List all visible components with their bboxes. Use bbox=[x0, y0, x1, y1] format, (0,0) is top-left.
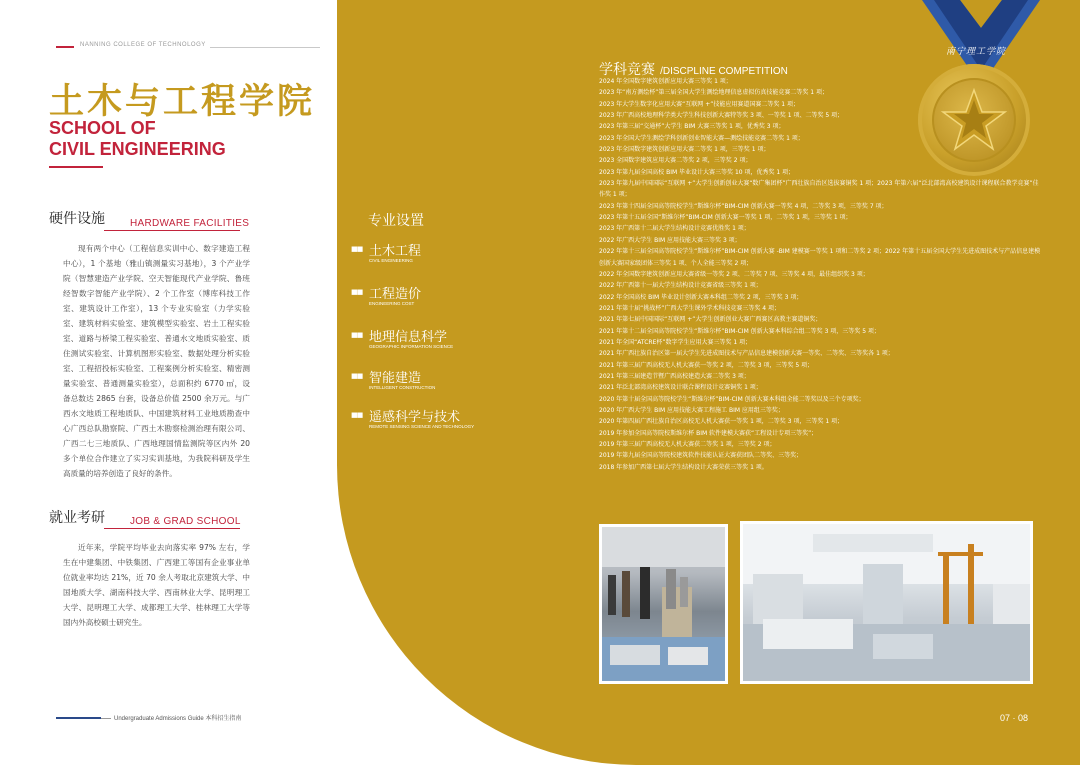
competition-item: 2023 年广西第十二届大学生结构设计竞赛优胜奖 1 项； bbox=[599, 225, 750, 233]
competition-item: 2021 年第十二届全国高等院校学生“斯维尔杯”BIM-CIM 创新大赛本科综合组二等奖 3 项，三等奖 5 项； bbox=[599, 327, 880, 335]
title-underline bbox=[49, 166, 103, 168]
footer-guide-label: Undergraduate Admissions Guide 本科招生指南 bbox=[114, 716, 242, 722]
competition-item: 2023 年第十四届全国高等院校学生“斯维尔杯”BIM-CIM 创新大赛一等奖 4 项，二等奖 3 项，三等奖 7 项； bbox=[599, 202, 888, 210]
competition-item: 2021 年第十届“挑战杯”广西大学生课外学术科技竞赛三等奖 4 项； bbox=[599, 304, 781, 312]
competition-item: 2020 年第十届全国高等院校学生“斯维尔杯”BIM-CIM 创新大赛本科组全能二等奖以及三个专项奖； bbox=[599, 395, 865, 403]
page-title-en bbox=[49, 118, 226, 160]
competition-item: 2019 年第九届全国高等院校建筑软件技能认证大赛获团队二等奖、三等奖； bbox=[599, 452, 803, 460]
competition-item: 2023 年第九届中国国际“互联网 +”大学生创新创业大赛“数广集团杯”广西壮族自治区选拔赛铜奖 1 项；2023 年第六届“泛北部湾高校建筑设计课程联合教学竞赛”佳作奖 1 项； bbox=[599, 180, 1039, 199]
competition-item: 2023 年广西高校地理科学类大学生科技创新大赛特等奖 3 项、一等奖 1 项、二等奖 5 项； bbox=[599, 112, 844, 120]
page-number: 07 · 08 bbox=[1000, 713, 1029, 723]
competition-list bbox=[599, 76, 1044, 473]
bullet-icon: ■■ bbox=[351, 288, 363, 296]
competition-item: 2021 年泛北部湾高校建筑设计联合课程设计竞赛铜奖 1 项； bbox=[599, 384, 762, 392]
competition-item: 2020 年广西大学生 BIM 应用技能大赛工程施工 BIM 应用组三等奖； bbox=[599, 406, 784, 414]
competition-item: 2023 年第十五届全国“斯维尔杯”BIM-CIM 创新大赛一等奖 1 项，二等奖 1 项，三等奖 1 项； bbox=[599, 214, 852, 222]
competition-item: 2021 年第三届建造节暨广西高校建造大赛二等奖 3 项； bbox=[599, 372, 750, 380]
competition-item: 2019 年参加全国高等院校斯维尔杯 BIM 软件建模大赛获“工程设计专项三等奖”； bbox=[599, 429, 818, 437]
competition-item: 2018 年参加广西第七届大学生结构设计大赛荣获三等奖 1 项。 bbox=[599, 463, 768, 471]
major-name-en: ENGINEERING COST bbox=[369, 301, 415, 306]
bullet-icon: ■■ bbox=[351, 372, 363, 380]
competition-item: 2019 年第三届广西高校无人机大赛获二等奖 1 项，三等奖 2 项； bbox=[599, 441, 776, 448]
career-text: 近年来，学院平均毕业去向落实率 97% 左右，学生在中建集团、中铁集团、广西建工等国有企业事业单位就业率均达 21%，近 70 余人考取北京建筑大学、中国地质大学、湖南科技大学、西南林业大学、昆明理工大学、昆明理工大学、成都理工大学、桂林理工大学等国内外高校硕士研究生。 bbox=[63, 543, 250, 627]
bullet-icon: ■■ bbox=[351, 331, 363, 339]
major-name: 遥感科学与技术 bbox=[369, 410, 461, 425]
footer-accent-line bbox=[56, 717, 101, 719]
page-title-en-line1: SCHOOL OF bbox=[49, 118, 156, 138]
hardware-heading: 硬件设施 bbox=[49, 211, 105, 227]
career-heading-en: JOB & GRAD SCHOOL bbox=[130, 516, 241, 527]
competition-item: 2021 年全国“ATCRE杯”数字学生应用大赛三等奖 1 项； bbox=[599, 338, 752, 346]
major-name: 智能建造 bbox=[369, 371, 422, 386]
competition-item: 2023 年第九届全国高校 BIM 毕业设计大赛三等奖 10 项，优秀奖 1 项； bbox=[599, 168, 795, 176]
footer-rule bbox=[101, 718, 111, 719]
header-school-name: NANNING COLLEGE OF TECHNOLOGY bbox=[80, 42, 206, 48]
lab-photo-model-display bbox=[599, 524, 728, 684]
hardware-text: 现有两个中心（工程信息实训中心、数字建造工程中心），1 个基地（雅山镇测量实习基地），3 个产业学院（智慧建造产业学院、空天智能现代产业学院、鲁班经智数字智能产业学院）、2 个工作室（博库科技工作室、建筑设计工作室），13 个专业实验室（力学实验室、建筑材料实验室、建筑模型实验室、岩土工程实验室、道路与桥梁工程实验室、普通水文地质实验室、质住测试实验室、计算机图形实验室、数据处理分析实验室、工程招投标实验室、工程案例分析实验室、精密测量实验室、普通测量实验室），总面积约 6770 ㎡，设备总数达 2865 台套，设备总价值 2500 余万元。与广西水文地质工程地质队、中国建筑材料工业地质勘查中心广西总队勘察院、广西土木勘察检测治理有限公司、广西二七三地质队、广西地理国情监测院等区内外 20 多个单位合作建立了实习实训基地，为我院科研及学生高质量的培养创造了良好的条件。 bbox=[63, 244, 250, 478]
majors-heading: 专业设置 bbox=[368, 213, 424, 229]
competition-heading-en: /DISCPLINE COMPETITION bbox=[660, 66, 788, 77]
page-title-zh: 土木与工程学院 bbox=[49, 82, 316, 122]
major-name-en: INTELLIGENT CONSTRUCTION bbox=[369, 385, 436, 390]
competition-item: 2024 年全国数字建筑创新应用大赛三等奖 1 项； bbox=[599, 78, 732, 85]
major-name-en: CIVIL ENGINEERING bbox=[369, 258, 413, 263]
major-name: 地理信息科学 bbox=[369, 330, 448, 345]
competition-item: 2022 年全国高校 BIM 毕业设计创新大赛本科组二等奖 2 项，三等奖 3 项； bbox=[599, 293, 803, 301]
competition-item: 2023 年全国大学生测绘学科创新创业智能大赛—测绘技能竞赛二等奖 1 项； bbox=[599, 134, 804, 142]
major-name-en: REMOTE SENSING SCIENCE AND TECHNOLOGY bbox=[369, 424, 475, 429]
competition-item: 2023 全国数字建筑应用大赛二等奖 2 项，三等奖 2 项； bbox=[599, 157, 752, 165]
bullet-icon: ■■ bbox=[351, 411, 363, 419]
competition-item: 2020 年第四届广西壮族自治区高校无人机大赛获一等奖 1 项，二等奖 3 项，三等奖 1 项； bbox=[599, 418, 844, 426]
competition-item: 2022 年全国数字建筑创新应用大赛省级一等奖 2 项、二等奖 7 项、三等奖 4 项，最佳组织奖 3 项； bbox=[599, 270, 869, 278]
header-accent-line bbox=[56, 46, 74, 48]
competition-item: 2021 年第七届中国国际“互联网 +”大学生创新创业大赛广西赛区高教主赛道铜奖； bbox=[599, 316, 822, 324]
hardware-heading-en: HARDWARE FACILITIES bbox=[130, 218, 250, 229]
ribbon-school-name: 南宁理工学院 bbox=[946, 47, 1007, 57]
competition-item: 2023 年“南方测绘杯”第三届全国大学生测绘地理信息虚拟仿真技能竞赛二等奖 1 项； bbox=[599, 89, 829, 97]
competition-item: 2021 年第三届广西高校无人机大赛获一等奖 2 项，二等奖 3 项，三等奖 5 项； bbox=[599, 361, 814, 369]
career-heading: 就业考研 bbox=[49, 510, 105, 526]
page-title-en-line2: CIVIL ENGINEERING bbox=[49, 139, 226, 159]
major-name: 工程造价 bbox=[369, 287, 422, 302]
competition-item: 2023 年全国数字建筑创新应用大赛二等奖 1 项，三等奖 1 项； bbox=[599, 146, 770, 154]
hardware-heading-rule bbox=[104, 230, 240, 231]
competition-heading-zh: 学科竞赛 bbox=[599, 62, 655, 78]
competition-item: 2022 年第十三届全国高等院校学生“斯维尔杯”BIM-CIM 创新大赛 -BIM 建模赛一等奖 1 项和二等奖 2 项；2022 年第十五届全国大学生先进成图技术与产品信息建模创新大赛国家级团体三等奖 1 项、个人全能三等奖 2 项； bbox=[599, 248, 1041, 267]
lab-photo-training-hall bbox=[740, 521, 1033, 684]
major-name: 土木工程 bbox=[369, 244, 422, 259]
competition-item: 2023 年大学生数字化应用大赛“互联网 +”技能应用赛道国赛二等奖 1 项； bbox=[599, 100, 799, 108]
competition-item: 2021 年广西壮族自治区第一届大学生先进成图技术与产品信息建模创新大赛一等奖、二等奖、三等奖各 1 项； bbox=[599, 350, 894, 358]
bullet-icon: ■■ bbox=[351, 245, 363, 253]
header-rule bbox=[210, 47, 320, 48]
competition-item: 2022 年广西第十一届大学生结构设计竞赛省级三等奖 1 项； bbox=[599, 282, 762, 290]
competition-item: 2022 年广西大学生 BIM 应用技能大赛三等奖 3 项； bbox=[599, 236, 741, 244]
major-name-en: GEOGRAPHIC INFORMATION SCIENCE bbox=[369, 344, 454, 349]
career-heading-rule bbox=[104, 528, 240, 529]
competition-item: 2023 年第三届“交通杯”大学生 BIM 大赛三等奖 1 项，优秀奖 3 项； bbox=[599, 123, 785, 131]
